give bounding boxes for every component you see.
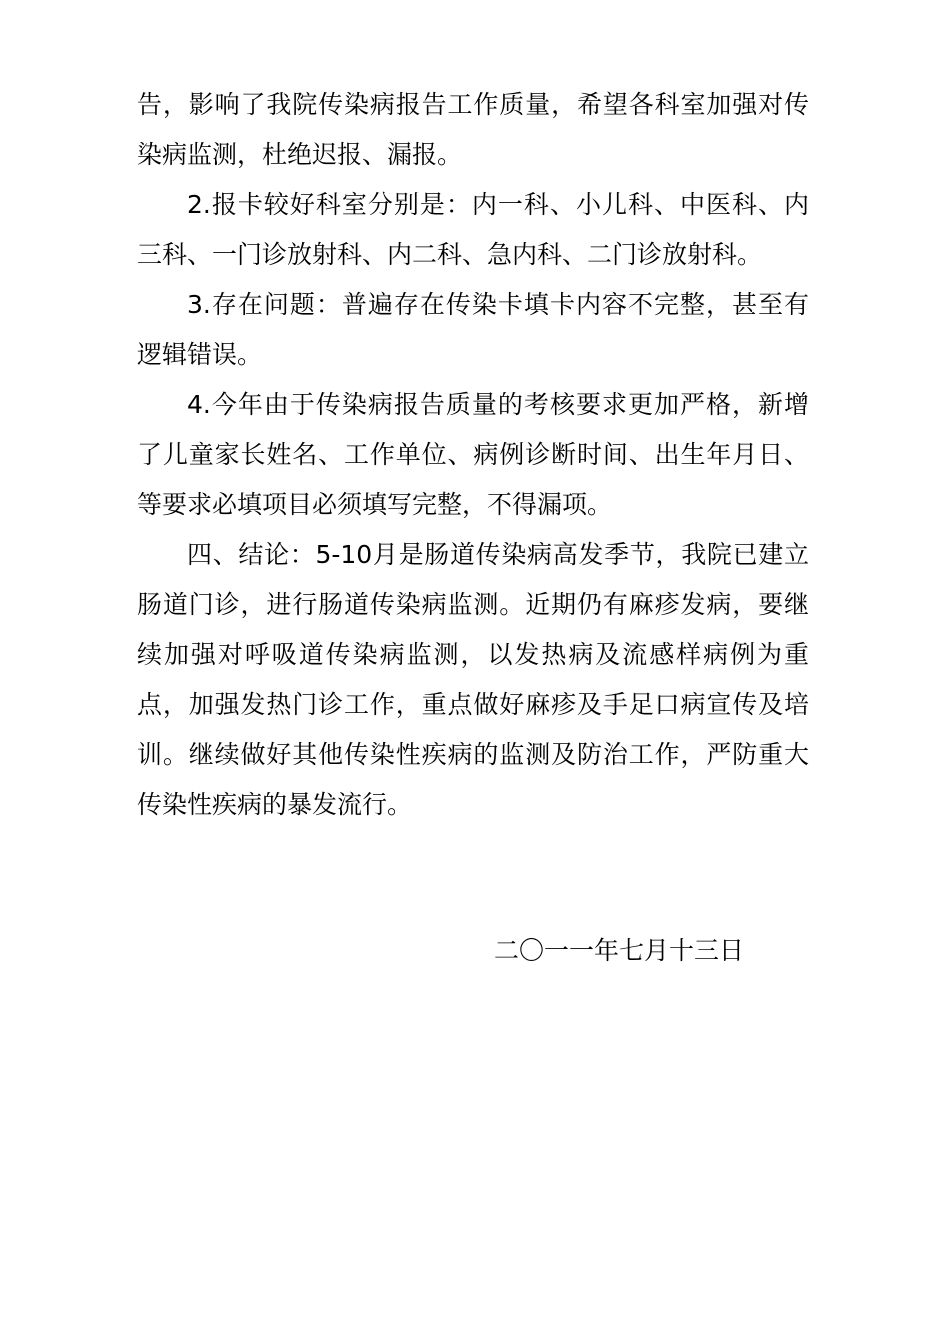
paragraph-conclusion: 四、结论：5-10月是肠道传染病高发季节，我院已建立肠道门诊，进行肠道传染病监测。近期仍有麻疹发病，要继续加强对呼吸道传染病监测，以发热病及流感样病例为重点，加强发热门诊工作，重点做好麻疹及手足口病宣传及培训。继续做好其他传染性疾病的监测及防治工作，严防重大传染性疾病的暴发流行。: [137, 540, 809, 819]
document-body: [137, 80, 809, 830]
paragraph-continuation: 告，影响了我院传染病报告工作质量，希望各科室加强对传染病监测，杜绝迟报、漏报。: [137, 90, 809, 169]
paragraph-item-2: 2.报卡较好科室分别是：内一科、小儿科、中医科、内三科、一门诊放射科、内二科、急内科、二门诊放射科。: [137, 190, 809, 269]
paragraph-item-3: 3.存在问题：普遍存在传染卡填卡内容不完整，甚至有逻辑错误。: [137, 290, 809, 369]
paragraph-item-4: 4.今年由于传染病报告质量的考核要求更加严格，新增了儿童家长姓名、工作单位、病例诊断时间、出生年月日、等要求必填项目必须填写完整，不得漏项。: [137, 390, 809, 519]
document-date: 二〇一一年七月十三日: [494, 936, 745, 965]
